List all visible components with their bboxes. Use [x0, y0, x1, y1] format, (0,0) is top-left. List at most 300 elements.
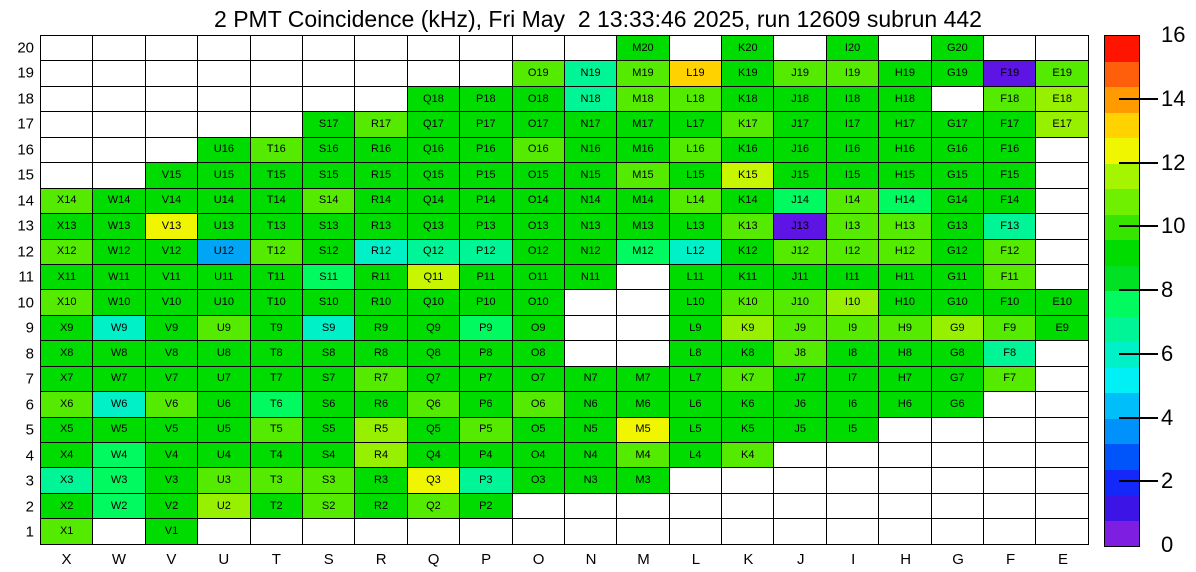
heatmap-cell: [931, 86, 983, 111]
y-axis-tick-label: 10: [17, 294, 34, 312]
heatmap-cell: S10: [302, 290, 354, 315]
heatmap-cell: T7: [250, 366, 302, 391]
y-axis-tick-label: 17: [17, 115, 34, 133]
heatmap-cell: K18: [722, 86, 774, 111]
heatmap-cell: [1036, 36, 1089, 61]
heatmap-cell: [460, 36, 512, 61]
colorbar-tick-label: 8: [1161, 277, 1174, 302]
heatmap-cell: S3: [302, 468, 354, 493]
colorbar-band: [1105, 368, 1139, 394]
heatmap-cell: [826, 468, 878, 493]
heatmap-cell: X4: [41, 443, 93, 468]
heatmap-cell: I13: [826, 214, 878, 239]
heatmap-cell: [1036, 239, 1089, 264]
heatmap-cell: L19: [669, 61, 721, 86]
heatmap-cell: G14: [931, 188, 983, 213]
heatmap-cell: Q18: [407, 86, 459, 111]
heatmap-cell: [722, 519, 774, 545]
heatmap-cell: G16: [931, 137, 983, 162]
heatmap-cell: S17: [302, 112, 354, 137]
heatmap-cell: P9: [460, 315, 512, 340]
heatmap-cell: P11: [460, 264, 512, 289]
heatmap-cell: M13: [617, 214, 669, 239]
y-axis-tick-label: 5: [25, 421, 34, 439]
heatmap-row: [41, 264, 1089, 289]
heatmap-cell: P8: [460, 341, 512, 366]
heatmap-cell: [407, 519, 459, 545]
heatmap-cell: K9: [722, 315, 774, 340]
x-axis-tick-label: K: [743, 551, 754, 568]
heatmap-cell: P12: [460, 239, 512, 264]
heatmap-cell: R13: [355, 214, 407, 239]
heatmap-cell: [826, 519, 878, 545]
x-axis-tick-label: R: [375, 551, 387, 568]
heatmap-cell: [774, 468, 826, 493]
heatmap-cell: L17: [669, 112, 721, 137]
heatmap-cell: T5: [250, 417, 302, 442]
heatmap-cell: F9: [984, 315, 1036, 340]
heatmap-cell: [198, 519, 250, 545]
heatmap-cell: W2: [93, 493, 145, 518]
heatmap-cell: M14: [617, 188, 669, 213]
heatmap-cell: Q16: [407, 137, 459, 162]
heatmap-cell: R8: [355, 341, 407, 366]
heatmap-cell: O6: [512, 392, 564, 417]
heatmap-cell: U3: [198, 468, 250, 493]
heatmap-cell: J18: [774, 86, 826, 111]
heatmap-cell: H17: [879, 112, 931, 137]
heatmap-cell: [250, 36, 302, 61]
heatmap-cell: L10: [669, 290, 721, 315]
colorbar-band: [1105, 291, 1139, 317]
heatmap-cell: R5: [355, 417, 407, 442]
heatmap-cell: S15: [302, 163, 354, 188]
y-axis-tick-label: 20: [17, 39, 34, 57]
heatmap-cell: R10: [355, 290, 407, 315]
heatmap-cell: [617, 519, 669, 545]
heatmap-cell: K4: [722, 443, 774, 468]
chart-title: 2 PMT Coincidence (kHz), Fri May 2 13:33:46 2025, run 12609 subrun 442: [214, 6, 982, 32]
x-axis-tick-label: L: [691, 551, 701, 568]
heatmap-cell: K19: [722, 61, 774, 86]
heatmap-cell: J9: [774, 315, 826, 340]
colorbar-tick-line: [1119, 225, 1158, 227]
heatmap-cell: M4: [617, 443, 669, 468]
heatmap-cell: Q14: [407, 188, 459, 213]
colorbar-band: [1105, 393, 1139, 419]
heatmap-cell: [1036, 214, 1089, 239]
heatmap-cell: Q12: [407, 239, 459, 264]
heatmap-cell: [984, 443, 1036, 468]
heatmap-cell: M7: [617, 366, 669, 391]
heatmap-cell: [564, 519, 616, 545]
heatmap-cell: P6: [460, 392, 512, 417]
heatmap-cell: I6: [826, 392, 878, 417]
heatmap-cell: F10: [984, 290, 1036, 315]
heatmap-cell: N4: [564, 443, 616, 468]
y-axis-tick-label: 9: [25, 319, 34, 337]
heatmap-cell: K7: [722, 366, 774, 391]
heatmap-cell: [93, 61, 145, 86]
heatmap-cell: T9: [250, 315, 302, 340]
heatmap-cell: N7: [564, 366, 616, 391]
heatmap-cell: M3: [617, 468, 669, 493]
heatmap-row: [41, 315, 1089, 340]
heatmap-cell: S13: [302, 214, 354, 239]
heatmap-cell: V7: [145, 366, 197, 391]
heatmap-cell: O13: [512, 214, 564, 239]
heatmap-cell: P10: [460, 290, 512, 315]
heatmap-cell: M19: [617, 61, 669, 86]
heatmap-cell: [1036, 366, 1089, 391]
heatmap-cell: [774, 443, 826, 468]
heatmap-row: [41, 417, 1089, 442]
heatmap-cell: J16: [774, 137, 826, 162]
heatmap-cell: T13: [250, 214, 302, 239]
heatmap-cell: [355, 61, 407, 86]
heatmap-cell: L12: [669, 239, 721, 264]
colorbar-band: [1105, 342, 1139, 368]
x-axis-tick-label: M: [637, 551, 650, 568]
heatmap-cell: K8: [722, 341, 774, 366]
heatmap-cell: [617, 315, 669, 340]
heatmap-cell: Q15: [407, 163, 459, 188]
colorbar-band: [1105, 113, 1139, 139]
heatmap-cell: [355, 519, 407, 545]
heatmap-cell: R7: [355, 366, 407, 391]
colorbar-band: [1105, 36, 1139, 62]
heatmap-cell: X6: [41, 392, 93, 417]
heatmap-cell: P16: [460, 137, 512, 162]
heatmap-cell: U4: [198, 443, 250, 468]
heatmap-cell: L6: [669, 392, 721, 417]
heatmap-cell: V15: [145, 163, 197, 188]
heatmap-cell: [931, 443, 983, 468]
heatmap-cell: U10: [198, 290, 250, 315]
heatmap-cell: R12: [355, 239, 407, 264]
heatmap-cell: T10: [250, 290, 302, 315]
heatmap-cell: [984, 493, 1036, 518]
heatmap-cell: J7: [774, 366, 826, 391]
heatmap-cell: G19: [931, 61, 983, 86]
heatmap-cell: W3: [93, 468, 145, 493]
colorbar-tick-label: 4: [1161, 404, 1174, 430]
heatmap-row: [41, 468, 1089, 493]
colorbar-tick-line: [1119, 417, 1158, 419]
heatmap-cell: K20: [722, 36, 774, 61]
heatmap-cell: W12: [93, 239, 145, 264]
heatmap-cell: I10: [826, 290, 878, 315]
heatmap-cell: [302, 61, 354, 86]
heatmap-cell: L16: [669, 137, 721, 162]
colorbar-band: [1105, 419, 1139, 445]
heatmap-cell: U2: [198, 493, 250, 518]
heatmap-cell: [617, 264, 669, 289]
heatmap-cell: [198, 36, 250, 61]
heatmap-row: [41, 392, 1089, 417]
heatmap-cell: G17: [931, 112, 983, 137]
heatmap-cell: R4: [355, 443, 407, 468]
heatmap-cell: [984, 519, 1036, 545]
colorbar-band: [1105, 470, 1139, 496]
heatmap-cell: [1036, 163, 1089, 188]
heatmap-cell: [564, 290, 616, 315]
heatmap-cell: [41, 36, 93, 61]
heatmap-cell: [564, 341, 616, 366]
heatmap-cell: [931, 417, 983, 442]
heatmap-cell: V3: [145, 468, 197, 493]
heatmap-cell: P4: [460, 443, 512, 468]
heatmap-cell: [407, 36, 459, 61]
heatmap-cell: V4: [145, 443, 197, 468]
heatmap-cell: [198, 61, 250, 86]
heatmap-cell: L18: [669, 86, 721, 111]
heatmap-cell: O10: [512, 290, 564, 315]
heatmap-cell: S16: [302, 137, 354, 162]
heatmap-cell: X8: [41, 341, 93, 366]
heatmap-cell: V9: [145, 315, 197, 340]
x-axis-tick-label: F: [1006, 551, 1016, 568]
heatmap-cell: X14: [41, 188, 93, 213]
heatmap-cell: R16: [355, 137, 407, 162]
heatmap-cell: K6: [722, 392, 774, 417]
heatmap-cell: V12: [145, 239, 197, 264]
y-axis-tick-label: 16: [17, 141, 34, 159]
heatmap-cell: Q13: [407, 214, 459, 239]
heatmap-cell: K14: [722, 188, 774, 213]
heatmap-cell: [302, 36, 354, 61]
heatmap-cell: [931, 519, 983, 545]
x-axis-tick-label: O: [532, 551, 545, 568]
colorbar-tick-line: [1119, 289, 1158, 291]
heatmap-cell: S9: [302, 315, 354, 340]
heatmap-row: [41, 61, 1089, 86]
heatmap-cell: [826, 493, 878, 518]
heatmap-row: [41, 163, 1089, 188]
heatmap-cell: S14: [302, 188, 354, 213]
heatmap-cell: W10: [93, 290, 145, 315]
y-axis-tick-label: 3: [25, 472, 34, 490]
heatmap-cell: [984, 417, 1036, 442]
heatmap-cell: [722, 493, 774, 518]
heatmap-cell: R2: [355, 493, 407, 518]
heatmap-cell: N18: [564, 86, 616, 111]
heatmap-cell: S4: [302, 443, 354, 468]
heatmap-cell: O4: [512, 443, 564, 468]
heatmap-cell: [879, 443, 931, 468]
heatmap-cell: I18: [826, 86, 878, 111]
heatmap-cell: S6: [302, 392, 354, 417]
x-axis-tick-label: V: [166, 551, 177, 568]
heatmap-cell: [41, 163, 93, 188]
heatmap-cell: J8: [774, 341, 826, 366]
heatmap-cell: [1036, 417, 1089, 442]
heatmap-cell: [93, 137, 145, 162]
heatmap-cell: X12: [41, 239, 93, 264]
heatmap-cell: [250, 86, 302, 111]
heatmap-cell: [93, 86, 145, 111]
heatmap-cell: I15: [826, 163, 878, 188]
colorbar-band: [1105, 138, 1139, 164]
heatmap-cell: W5: [93, 417, 145, 442]
heatmap-cell: [302, 519, 354, 545]
heatmap-cell: N16: [564, 137, 616, 162]
heatmap-cell: R9: [355, 315, 407, 340]
heatmap-cell: [931, 468, 983, 493]
heatmap-grid: [40, 35, 1089, 545]
heatmap-cell: E19: [1036, 61, 1089, 86]
heatmap-cell: [722, 468, 774, 493]
heatmap-cell: [617, 493, 669, 518]
heatmap-cell: [984, 392, 1036, 417]
heatmap-cell: X11: [41, 264, 93, 289]
heatmap-cell: V1: [145, 519, 197, 545]
heatmap-cell: [355, 86, 407, 111]
heatmap-cell: [669, 493, 721, 518]
heatmap-cell: N17: [564, 112, 616, 137]
y-axis-tick-label: 18: [17, 90, 34, 108]
heatmap-cell: H14: [879, 188, 931, 213]
heatmap-cell: P15: [460, 163, 512, 188]
x-axis-tick-label: T: [271, 551, 281, 568]
colorbar-tick-label: 6: [1161, 340, 1174, 366]
heatmap-cell: J10: [774, 290, 826, 315]
heatmap-cell: K13: [722, 214, 774, 239]
heatmap-cell: X9: [41, 315, 93, 340]
heatmap-cell: N6: [564, 392, 616, 417]
colorbar-band: [1105, 317, 1139, 343]
heatmap-cell: [250, 61, 302, 86]
heatmap-cell: [145, 137, 197, 162]
heatmap-cell: H7: [879, 366, 931, 391]
heatmap-cell: [512, 493, 564, 518]
heatmap-cell: [250, 519, 302, 545]
heatmap-cell: Q7: [407, 366, 459, 391]
heatmap-cell: L14: [669, 188, 721, 213]
heatmap-row: [41, 493, 1089, 518]
colorbar-band: [1105, 87, 1139, 113]
heatmap-cell: X5: [41, 417, 93, 442]
colorbar-band: [1105, 521, 1139, 547]
colorbar: [1104, 35, 1140, 547]
heatmap-cell: L7: [669, 366, 721, 391]
heatmap-cell: [145, 61, 197, 86]
heatmap-cell: X7: [41, 366, 93, 391]
heatmap-cell: L15: [669, 163, 721, 188]
colorbar-band: [1105, 164, 1139, 190]
heatmap-cell: T8: [250, 341, 302, 366]
colorbar-tick-line: [1119, 480, 1158, 482]
heatmap-cell: [774, 519, 826, 545]
heatmap-cell: [407, 61, 459, 86]
heatmap-cell: F7: [984, 366, 1036, 391]
heatmap-cell: [302, 86, 354, 111]
heatmap-cell: M12: [617, 239, 669, 264]
heatmap-cell: [1036, 341, 1089, 366]
heatmap-cell: V2: [145, 493, 197, 518]
heatmap-row: [41, 366, 1089, 391]
colorbar-band: [1105, 266, 1139, 292]
heatmap-cell: R15: [355, 163, 407, 188]
heatmap-cell: W13: [93, 214, 145, 239]
heatmap-cell: [145, 112, 197, 137]
heatmap-cell: U9: [198, 315, 250, 340]
heatmap-cell: H13: [879, 214, 931, 239]
colorbar-tick-line: [1119, 353, 1158, 355]
heatmap-cell: F17: [984, 112, 1036, 137]
heatmap-cell: J6: [774, 392, 826, 417]
heatmap-cell: M5: [617, 417, 669, 442]
heatmap-cell: O11: [512, 264, 564, 289]
heatmap-cell: [145, 86, 197, 111]
heatmap-cell: [1036, 443, 1089, 468]
heatmap-cell: [931, 493, 983, 518]
x-axis-tick-label: J: [797, 551, 805, 568]
heatmap-cell: M17: [617, 112, 669, 137]
heatmap-cell: X13: [41, 214, 93, 239]
heatmap-cell: [879, 468, 931, 493]
heatmap-cell: T3: [250, 468, 302, 493]
heatmap-cell: P2: [460, 493, 512, 518]
heatmap-cell: T12: [250, 239, 302, 264]
heatmap-cell: J17: [774, 112, 826, 137]
y-axis-tick-label: 13: [17, 217, 34, 235]
heatmap-cell: O5: [512, 417, 564, 442]
heatmap-cell: R11: [355, 264, 407, 289]
heatmap-cell: H10: [879, 290, 931, 315]
heatmap-cell: O18: [512, 86, 564, 111]
x-axis-tick-label: N: [585, 551, 597, 568]
heatmap-cell: W8: [93, 341, 145, 366]
y-axis-tick-label: 11: [18, 268, 34, 286]
heatmap-cell: H8: [879, 341, 931, 366]
heatmap-cell: O9: [512, 315, 564, 340]
heatmap-cell: L5: [669, 417, 721, 442]
heatmap-cell: X3: [41, 468, 93, 493]
heatmap-cell: [984, 36, 1036, 61]
x-axis-tick-label: G: [952, 551, 964, 568]
heatmap-cell: H19: [879, 61, 931, 86]
heatmap-cell: O15: [512, 163, 564, 188]
heatmap-cell: F8: [984, 341, 1036, 366]
heatmap-cell: [93, 163, 145, 188]
heatmap-cell: [93, 112, 145, 137]
y-axis-tick-label: 14: [17, 192, 34, 210]
heatmap-cell: Q5: [407, 417, 459, 442]
heatmap-cell: Q10: [407, 290, 459, 315]
heatmap-row: [41, 341, 1089, 366]
heatmap-cell: L8: [669, 341, 721, 366]
heatmap-cell: P3: [460, 468, 512, 493]
heatmap-cell: S8: [302, 341, 354, 366]
heatmap-cell: I5: [826, 417, 878, 442]
heatmap-cell: [1036, 188, 1089, 213]
heatmap-cell: O7: [512, 366, 564, 391]
heatmap-cell: O17: [512, 112, 564, 137]
heatmap-cell: U11: [198, 264, 250, 289]
heatmap-cell: J14: [774, 188, 826, 213]
y-axis-tick-label: 19: [17, 64, 34, 82]
heatmap-cell: P7: [460, 366, 512, 391]
heatmap-cell: [669, 468, 721, 493]
heatmap-cell: V14: [145, 188, 197, 213]
heatmap-cell: G8: [931, 341, 983, 366]
heatmap-row: [41, 443, 1089, 468]
heatmap-cell: I14: [826, 188, 878, 213]
heatmap-cell: H16: [879, 137, 931, 162]
heatmap-cell: O3: [512, 468, 564, 493]
heatmap-row: [41, 290, 1089, 315]
